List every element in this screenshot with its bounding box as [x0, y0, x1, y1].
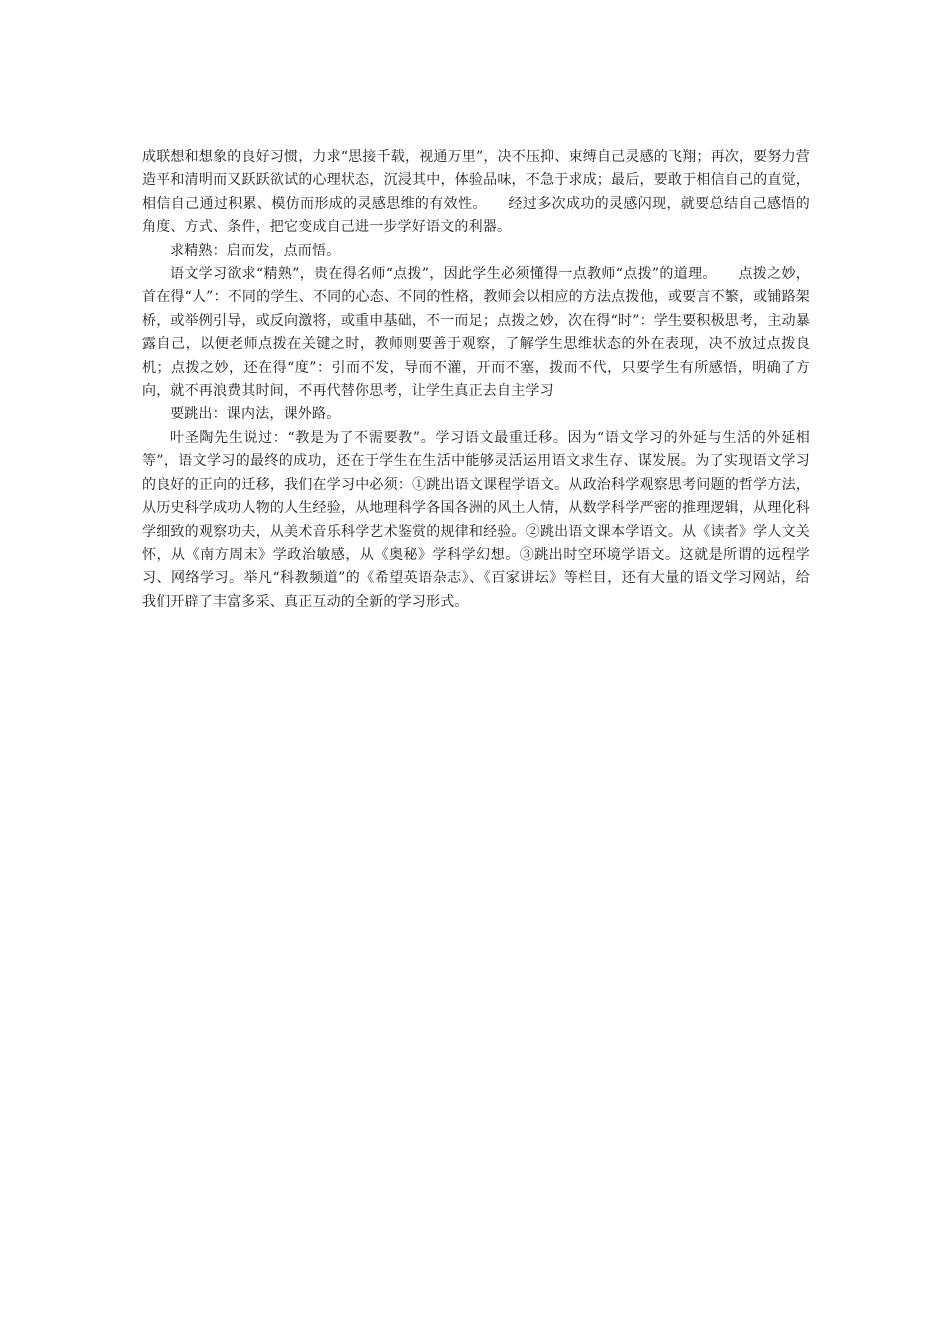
- document-body: [142, 146, 810, 614]
- heading-jump-out: 要跳出：课内法，课外路。: [170, 406, 341, 423]
- paragraph-inspiration-continued: 成联想和想象的良好习惯，力求“思接千载，视通万里”，决不压抑、束缚自己灵感的飞翔；再次，要努力营造平和清明而又跃跃欲试的心理状态，沉浸其中，体验品味，不急于求成；最后，要敢于相信自己的直觉，相信自己通过积累、模仿而形成的灵感思维的有效性。 经过多次成功的灵感闪现，就要总结自己感悟的角度、方式、条件，把它变成自己进一步学好语文的利器。: [142, 149, 810, 236]
- heading-seek-mastery: 求精熟：启而发，点而悟。: [170, 242, 341, 259]
- paragraph-transfer: 叶圣陶先生说过：“教是为了不需要教”。学习语文最重迁移。因为“语文学习的外延与生活的外延相等”，语文学习的最终的成功，还在于学生在生活中能够灵活运用语文求生存、谋发展。为了实现语文学习的良好的正向的迁移，我们在学习中必须：①跳出语文课程学语文。从政治科学观察思考问题的哲学方法，从历史科学成功人物的人生经验，从地理科学各国各洲的风土人情，从数学科学严密的推理逻辑，从理化科学细致的观察功夫，从美术音乐科学艺术鉴赏的规律和经验。②跳出语文课本学语文。从《读者》学人文关怀，从《南方周末》学政治敏感，从《奥秘》学科学幻想。③跳出时空环境学语文。这就是所谓的远程学习、网络学习。举凡“科教频道”的《希望英语杂志》、《百家讲坛》等栏目，还有大量的语文学习网站，给我们开辟了丰富多采、真正互动的全新的学习形式。: [142, 429, 810, 610]
- paragraph-guidance: 语文学习欲求“精熟”，贵在得名师“点拨”，因此学生必须懂得一点教师“点拨”的道理。 点拨之妙，首在得“人”：不同的学生、不同的心态、不同的性格，教师会以相应的方法点拨他，或要言不繁，或铺路架桥，或举例引导，或反向激将，或重申基础，不一而足；点拨之妙，次在得“时”：学生要积极思考，主动暴露自己，以便老师点拨在关键之时，教师则要善于观察，了解学生思维状态的外在表现，决不放过点拨良机；点拨之妙，还在得“度”：引而不发，导而不灌，开而不塞，拨而不代，只要学生有所感悟，明确了方向，就不再浪费其时间，不再代替你思考，让学生真正去自主学习: [142, 266, 810, 400]
